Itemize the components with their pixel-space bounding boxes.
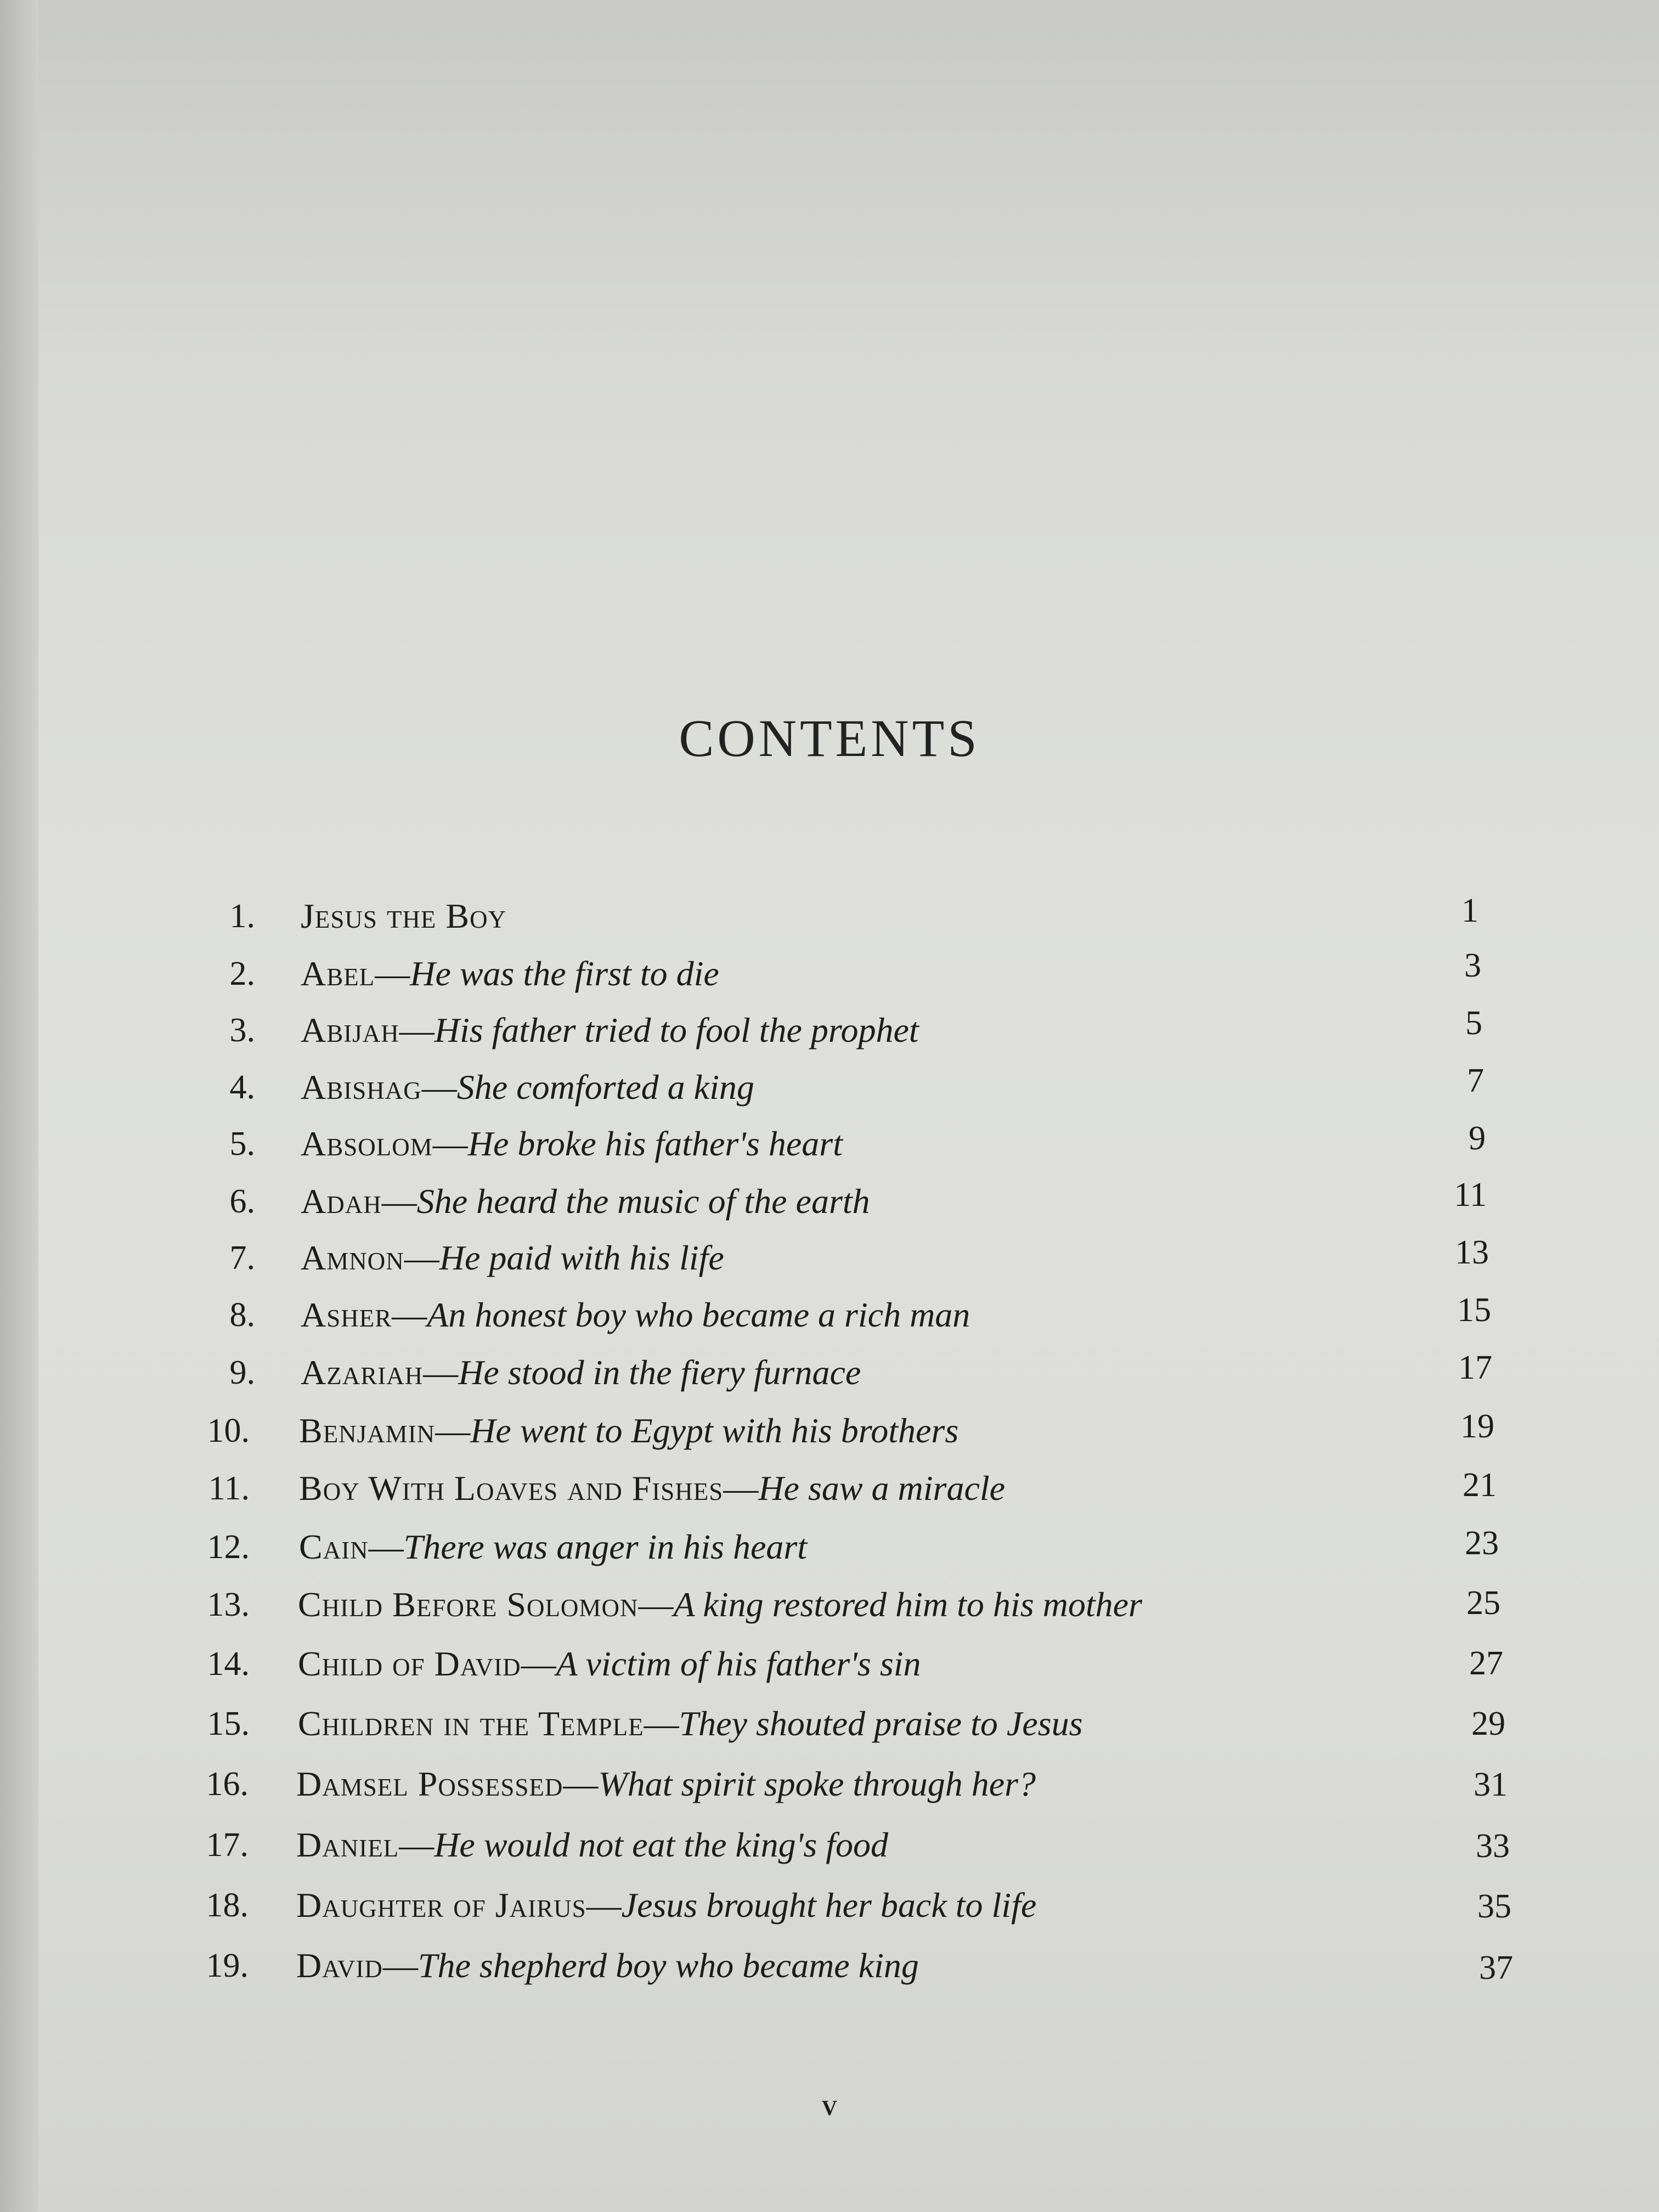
toc-entry-title — [301, 1060, 754, 1115]
toc-entry — [0, 1060, 1659, 1115]
toc-entry-number: 17. — [206, 1826, 249, 1864]
toc-entry — [0, 1757, 1659, 1812]
toc-entry-page: 17 — [1458, 1349, 1492, 1386]
toc-entry-dash: — — [404, 1238, 439, 1277]
toc-entry-name: Amnon — [301, 1238, 404, 1277]
toc-entry — [0, 1696, 1659, 1751]
toc-entry-description: He paid with his life — [439, 1238, 724, 1277]
toc-entry-title — [301, 946, 719, 1001]
toc-entry-number: 9. — [229, 1354, 255, 1391]
toc-entry-dash: — — [392, 1295, 427, 1334]
toc-entry-number: 16. — [206, 1765, 249, 1803]
toc-entry-title — [296, 1938, 919, 1993]
toc-entry-page: 3 — [1464, 947, 1481, 984]
toc-entry-dash: — — [399, 1011, 435, 1049]
toc-entry — [0, 1938, 1659, 1993]
toc-entry-title — [296, 1757, 1036, 1812]
toc-entry — [0, 1116, 1659, 1171]
toc-entry-name: Azariah — [301, 1353, 424, 1392]
toc-entry-description: She heard the music of the earth — [416, 1182, 870, 1221]
toc-entry-number: 18. — [206, 1887, 249, 1924]
toc-entry-number: 1. — [229, 898, 255, 935]
toc-entry-name: David — [296, 1946, 383, 1985]
toc-entry-dash: — — [586, 1886, 622, 1925]
toc-entry-dash: — — [382, 1946, 418, 1985]
toc-entry-description: The shepherd boy who became king — [417, 1946, 919, 1985]
toc-entry-page: 11 — [1454, 1176, 1487, 1214]
toc-entry-description: What spirit spoke through her? — [598, 1764, 1036, 1803]
toc-entry — [0, 1818, 1659, 1872]
toc-entry-title — [299, 1520, 807, 1575]
toc-entry-page: 31 — [1474, 1766, 1508, 1803]
toc-entry-description: He would not eat the king's food — [434, 1825, 888, 1864]
toc-entry — [0, 1461, 1659, 1516]
toc-entry-page: 19 — [1460, 1408, 1494, 1445]
toc-entry-description: An honest boy who became a rich man — [427, 1295, 970, 1334]
toc-entry-page: 23 — [1465, 1525, 1499, 1562]
toc-entry-page: 1 — [1462, 892, 1479, 929]
toc-entry — [0, 1174, 1659, 1229]
toc-entry-description: They shouted praise to Jesus — [679, 1704, 1083, 1743]
toc-entry — [0, 1288, 1659, 1342]
toc-entry-description: He went to Egypt with his brothers — [470, 1411, 959, 1450]
toc-entry — [0, 1637, 1659, 1691]
toc-entry-name: Child Before Solomon — [298, 1585, 639, 1624]
toc-entry-page: 35 — [1477, 1888, 1511, 1925]
toc-entry-name: Children in the Temple — [298, 1704, 644, 1743]
toc-entry-page: 5 — [1465, 1005, 1482, 1042]
toc-entry-title — [298, 1696, 1082, 1751]
toc-entry-number: 6. — [229, 1183, 255, 1220]
toc-entry-dash: — — [381, 1182, 417, 1221]
toc-entry-dash: — — [368, 1527, 404, 1566]
toc-entry-title — [301, 1288, 970, 1342]
toc-entry-title — [296, 1878, 1036, 1933]
toc-entry-page: 9 — [1469, 1120, 1486, 1157]
toc-entry-page: 33 — [1476, 1827, 1510, 1865]
toc-entry — [0, 1231, 1659, 1285]
toc-entry-dash: — — [644, 1704, 679, 1743]
toc-entry-name: Boy With Loaves and Fishes — [299, 1469, 724, 1508]
toc-entry-title — [298, 1637, 921, 1691]
toc-entry-page: 21 — [1463, 1466, 1497, 1504]
toc-entry-name: Benjamin — [299, 1411, 436, 1450]
toc-entry-title — [301, 1174, 870, 1229]
toc-entry-description: His father tried to fool the prophet — [434, 1011, 919, 1049]
toc-entry — [0, 1878, 1659, 1933]
toc-entry-dash: — — [563, 1764, 599, 1803]
toc-entry-title — [301, 1231, 724, 1285]
toc-entry-page: 13 — [1455, 1234, 1489, 1271]
toc-entry-description: He was the first to die — [410, 954, 719, 993]
toc-entry-description: A king restored him to his mother — [673, 1585, 1142, 1624]
toc-entry — [0, 1003, 1659, 1058]
toc-entry-number: 14. — [207, 1645, 250, 1683]
toc-entry-name: Abijah — [301, 1011, 399, 1049]
toc-entry-title — [301, 889, 506, 944]
toc-entry-dash: — — [423, 1353, 459, 1392]
page-title: CONTENTS — [679, 709, 980, 768]
toc-entry-page: 15 — [1457, 1291, 1491, 1329]
toc-entry-title — [299, 1461, 1005, 1516]
toc-entry-name: Adah — [301, 1182, 382, 1221]
toc-entry-page: 7 — [1467, 1062, 1484, 1099]
toc-entry-title — [296, 1818, 888, 1872]
toc-entry-number: 8. — [229, 1296, 255, 1334]
toc-entry-dash: — — [399, 1825, 435, 1864]
toc-entry — [0, 1577, 1659, 1632]
toc-entry-name: Absolom — [301, 1124, 433, 1163]
toc-entry — [0, 946, 1659, 1001]
toc-entry-description: There was anger in his heart — [403, 1527, 808, 1566]
toc-entry — [0, 1403, 1659, 1458]
toc-entry-number: 15. — [207, 1705, 250, 1742]
toc-entry-name: Daniel — [296, 1825, 399, 1864]
toc-entry — [0, 889, 1659, 944]
toc-entry-number: 11. — [208, 1470, 250, 1507]
toc-entry-description: She comforted a king — [456, 1068, 754, 1107]
toc-entry-name: Child of David — [298, 1644, 521, 1683]
toc-entry-dash: — — [638, 1585, 674, 1624]
toc-entry-page: 27 — [1469, 1645, 1503, 1682]
toc-entry-dash: — — [432, 1124, 468, 1163]
toc-entry-description: Jesus brought her back to life — [621, 1886, 1037, 1925]
toc-entry-description: He stood in the fiery furnace — [458, 1353, 861, 1392]
toc-entry-dash: — — [375, 954, 410, 993]
toc-entry-title — [299, 1403, 958, 1458]
toc-entry-description: He broke his father's heart — [467, 1124, 843, 1163]
toc-entry-name: Daughter of Jairus — [296, 1886, 586, 1925]
toc-entry-description: He saw a miracle — [758, 1469, 1006, 1508]
toc-entry-dash: — — [421, 1068, 457, 1107]
toc-entry-name: Asher — [301, 1295, 392, 1334]
toc-entry-title — [301, 1116, 843, 1171]
toc-entry-dash: — — [723, 1469, 759, 1508]
toc-entry-number: 13. — [207, 1586, 250, 1623]
toc-entry-number: 12. — [207, 1528, 250, 1566]
toc-entry-description: A victim of his father's sin — [556, 1644, 921, 1683]
toc-entry-name: Cain — [299, 1527, 369, 1566]
toc-entry-number: 10. — [207, 1412, 250, 1449]
toc-entry-number: 3. — [229, 1012, 255, 1049]
toc-entry-dash: — — [435, 1411, 471, 1450]
toc-entry-title — [301, 1003, 919, 1058]
toc-entry-number: 4. — [229, 1069, 255, 1106]
toc-entry-page: 29 — [1471, 1705, 1505, 1742]
toc-entry-name: Abishag — [301, 1068, 422, 1107]
toc-entry-name: Abel — [301, 954, 375, 993]
toc-entry-page: 37 — [1479, 1949, 1513, 1987]
toc-entry-number: 5. — [229, 1125, 255, 1163]
toc-entry-number: 2. — [229, 955, 255, 992]
page-folio: v — [821, 2088, 838, 2122]
toc-entry-number: 7. — [229, 1239, 255, 1277]
toc-entry-title — [301, 1345, 861, 1400]
toc-entry-title — [298, 1577, 1142, 1632]
toc-entry-page: 25 — [1466, 1584, 1500, 1622]
toc-entry — [0, 1520, 1659, 1575]
toc-entry-dash: — — [521, 1644, 556, 1683]
toc-entry-name: Jesus the Boy — [301, 896, 507, 935]
toc-entry — [0, 1345, 1659, 1400]
toc-entry-number: 19. — [206, 1947, 249, 1984]
toc-entry-name: Damsel Possessed — [296, 1764, 563, 1803]
